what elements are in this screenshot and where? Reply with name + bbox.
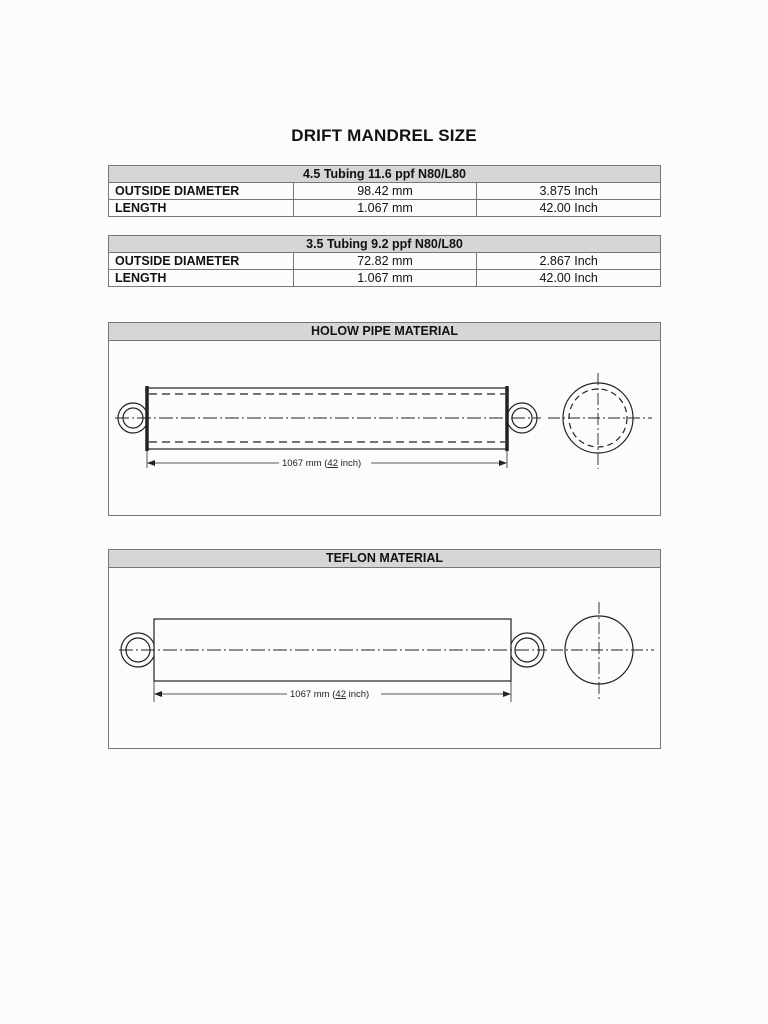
metric-value: 72.82 mm <box>293 253 477 270</box>
teflon-drawing <box>109 550 662 750</box>
dimension-label: 1067 mm (42 inch) <box>282 458 362 469</box>
imperial-value: 3.875 Inch <box>477 183 661 200</box>
drawing-header: TEFLON MATERIAL <box>109 550 660 568</box>
drawing-header: HOLOW PIPE MATERIAL <box>109 323 660 341</box>
metric-value: 1.067 mm <box>293 200 477 217</box>
imperial-value: 2.867 Inch <box>477 253 661 270</box>
table-header: 3.5 Tubing 9.2 ppf N80/L80 <box>109 236 661 253</box>
spec-table-4-5-tubing <box>108 165 661 217</box>
table-row <box>109 253 661 270</box>
row-label: LENGTH <box>109 270 294 287</box>
table-row <box>109 270 661 287</box>
row-label: OUTSIDE DIAMETER <box>109 253 294 270</box>
row-label: OUTSIDE DIAMETER <box>109 183 294 200</box>
spec-table-3-5-tubing <box>108 235 661 287</box>
metric-value: 1.067 mm <box>293 270 477 287</box>
table-row <box>109 200 661 217</box>
row-label: LENGTH <box>109 200 294 217</box>
teflon-drawing-panel <box>108 549 661 749</box>
dimension-label: 1067 mm (42 inch) <box>290 689 370 700</box>
imperial-value: 42.00 Inch <box>477 270 661 287</box>
metric-value: 98.42 mm <box>293 183 477 200</box>
table-header: 4.5 Tubing 11.6 ppf N80/L80 <box>109 166 661 183</box>
pipe-body <box>147 388 507 449</box>
imperial-value: 42.00 Inch <box>477 200 661 217</box>
table-row <box>109 183 661 200</box>
hollow-pipe-drawing-panel <box>108 322 661 516</box>
hollow-pipe-drawing <box>109 323 662 517</box>
page-title: DRIFT MANDREL SIZE <box>291 126 477 145</box>
